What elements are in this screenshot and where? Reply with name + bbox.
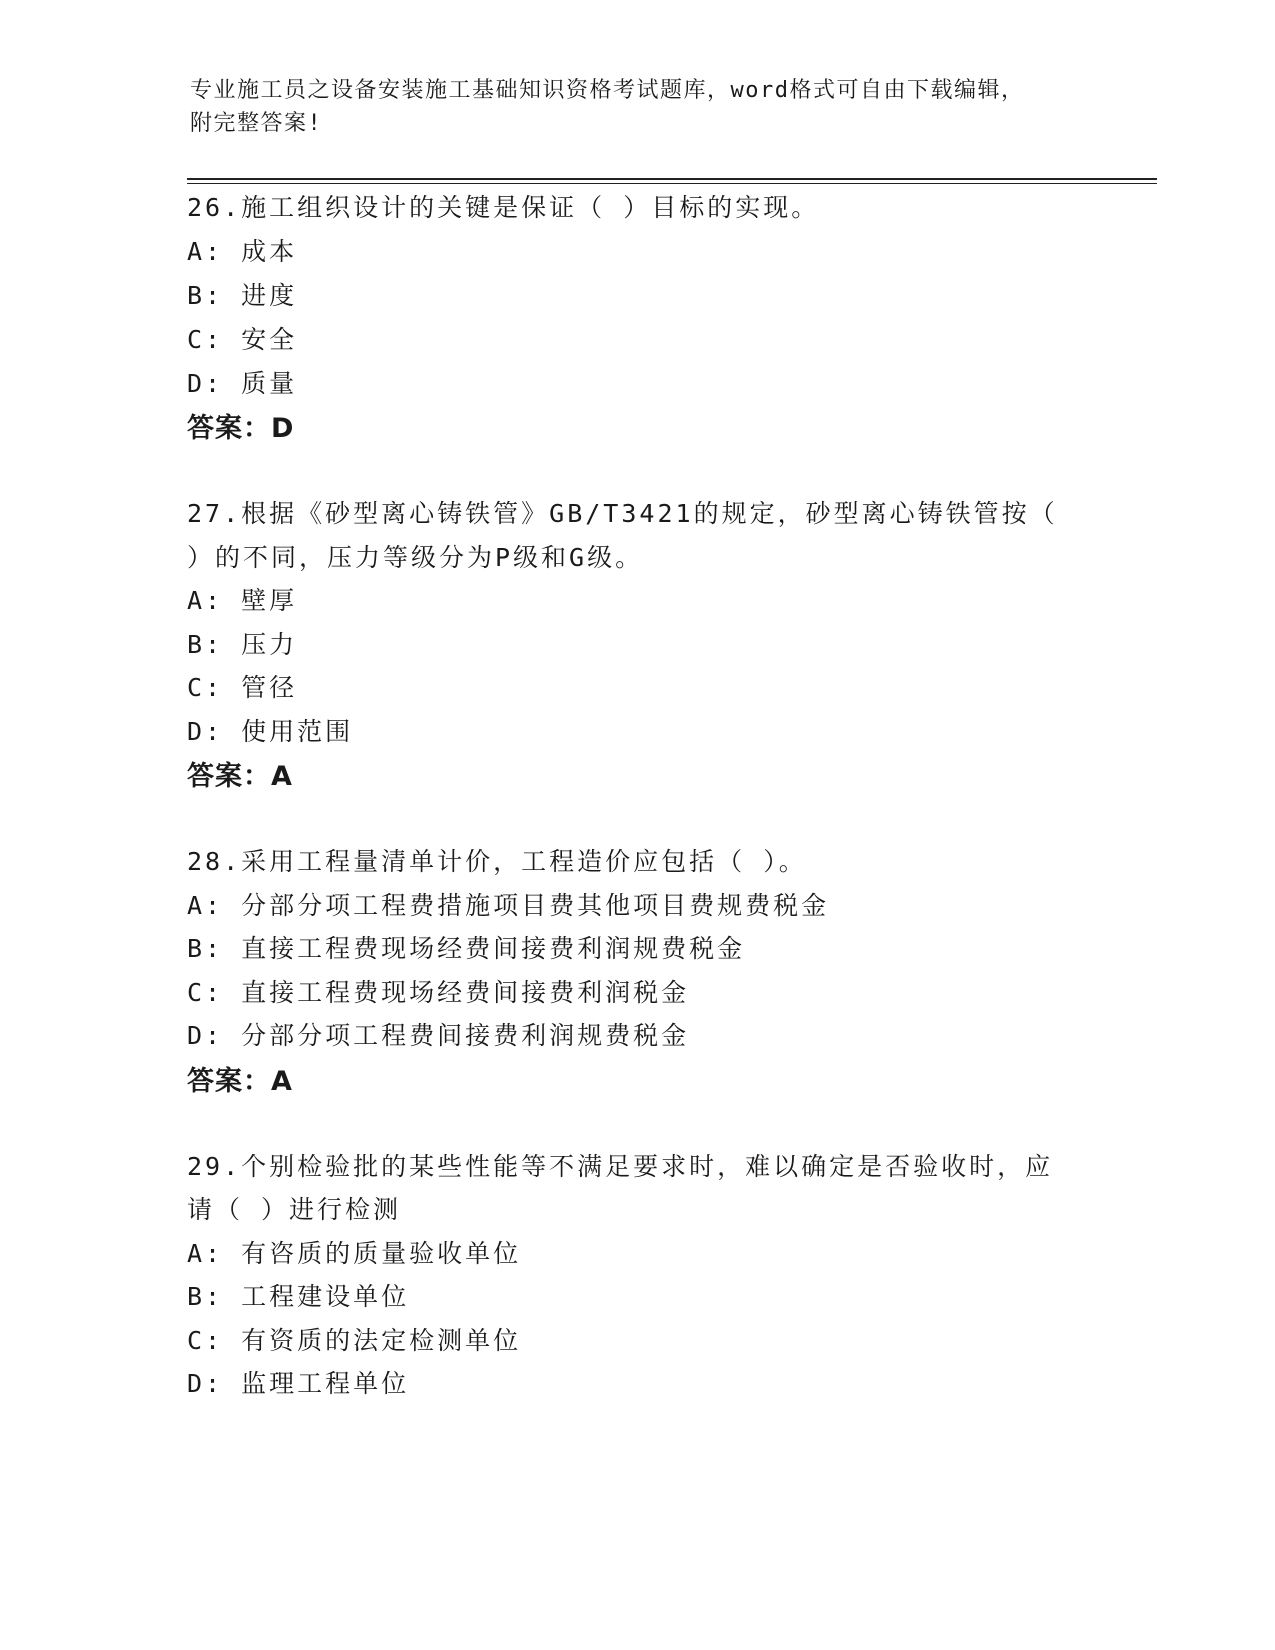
question-28-option-c: C: 直接工程费现场经费间接费利润税金 (187, 978, 690, 1007)
header-divider-thick (187, 178, 1157, 180)
question-26-option-c: C: 安全 (187, 325, 298, 354)
document-header (190, 74, 1090, 140)
question-27-option-a: A: 壁厚 (187, 586, 298, 615)
question-26-option-a: A: 成本 (187, 237, 298, 266)
question-28-option-a: A: 分部分项工程费措施项目费其他项目费规费税金 (187, 891, 830, 920)
question-26-answer: 答案：D (187, 413, 295, 444)
question-27-option-c: C: 管径 (187, 673, 298, 702)
question-29-option-b: B: 工程建设单位 (187, 1282, 410, 1311)
question-29-stem-line-2: 请（ ）进行检测 (187, 1195, 402, 1224)
header-line-2: 附完整答案! (190, 111, 323, 136)
header-divider-thin (187, 183, 1157, 184)
question-26-stem-line-1: 26.施工组织设计的关键是保证（ ）目标的实现。 (187, 193, 820, 222)
question-27-answer: 答案：A (187, 761, 293, 792)
question-29-option-a: A: 有咨质的质量验收单位 (187, 1239, 522, 1268)
question-26-option-d: D: 质量 (187, 369, 298, 398)
question-26-option-b: B: 进度 (187, 281, 298, 310)
question-29-stem-line-1: 29.个别检验批的某些性能等不满足要求时，难以确定是否验收时，应 (187, 1152, 1054, 1181)
question-28-answer: 答案：A (187, 1066, 293, 1097)
question-27-stem-line-2: ）的不同，压力等级分为P级和G级。 (187, 543, 644, 572)
question-29-option-d: D: 监理工程单位 (187, 1369, 410, 1398)
question-27-option-d: D: 使用范围 (187, 717, 354, 746)
question-28-option-b: B: 直接工程费现场经费间接费利润规费税金 (187, 934, 746, 963)
question-29-option-c: C: 有资质的法定检测单位 (187, 1326, 522, 1355)
question-27-option-b: B: 压力 (187, 630, 298, 659)
header-line-1: 专业施工员之设备安装施工基础知识资格考试题库，word格式可自由下载编辑， (190, 78, 1025, 103)
question-28-option-d: D: 分部分项工程费间接费利润规费税金 (187, 1021, 690, 1050)
question-27-stem-line-1: 27.根据《砂型离心铸铁管》GB/T3421的规定，砂型离心铸铁管按（ (187, 499, 1058, 528)
question-28-stem-line-1: 28.采用工程量清单计价，工程造价应包括（ ）。 (187, 847, 807, 876)
